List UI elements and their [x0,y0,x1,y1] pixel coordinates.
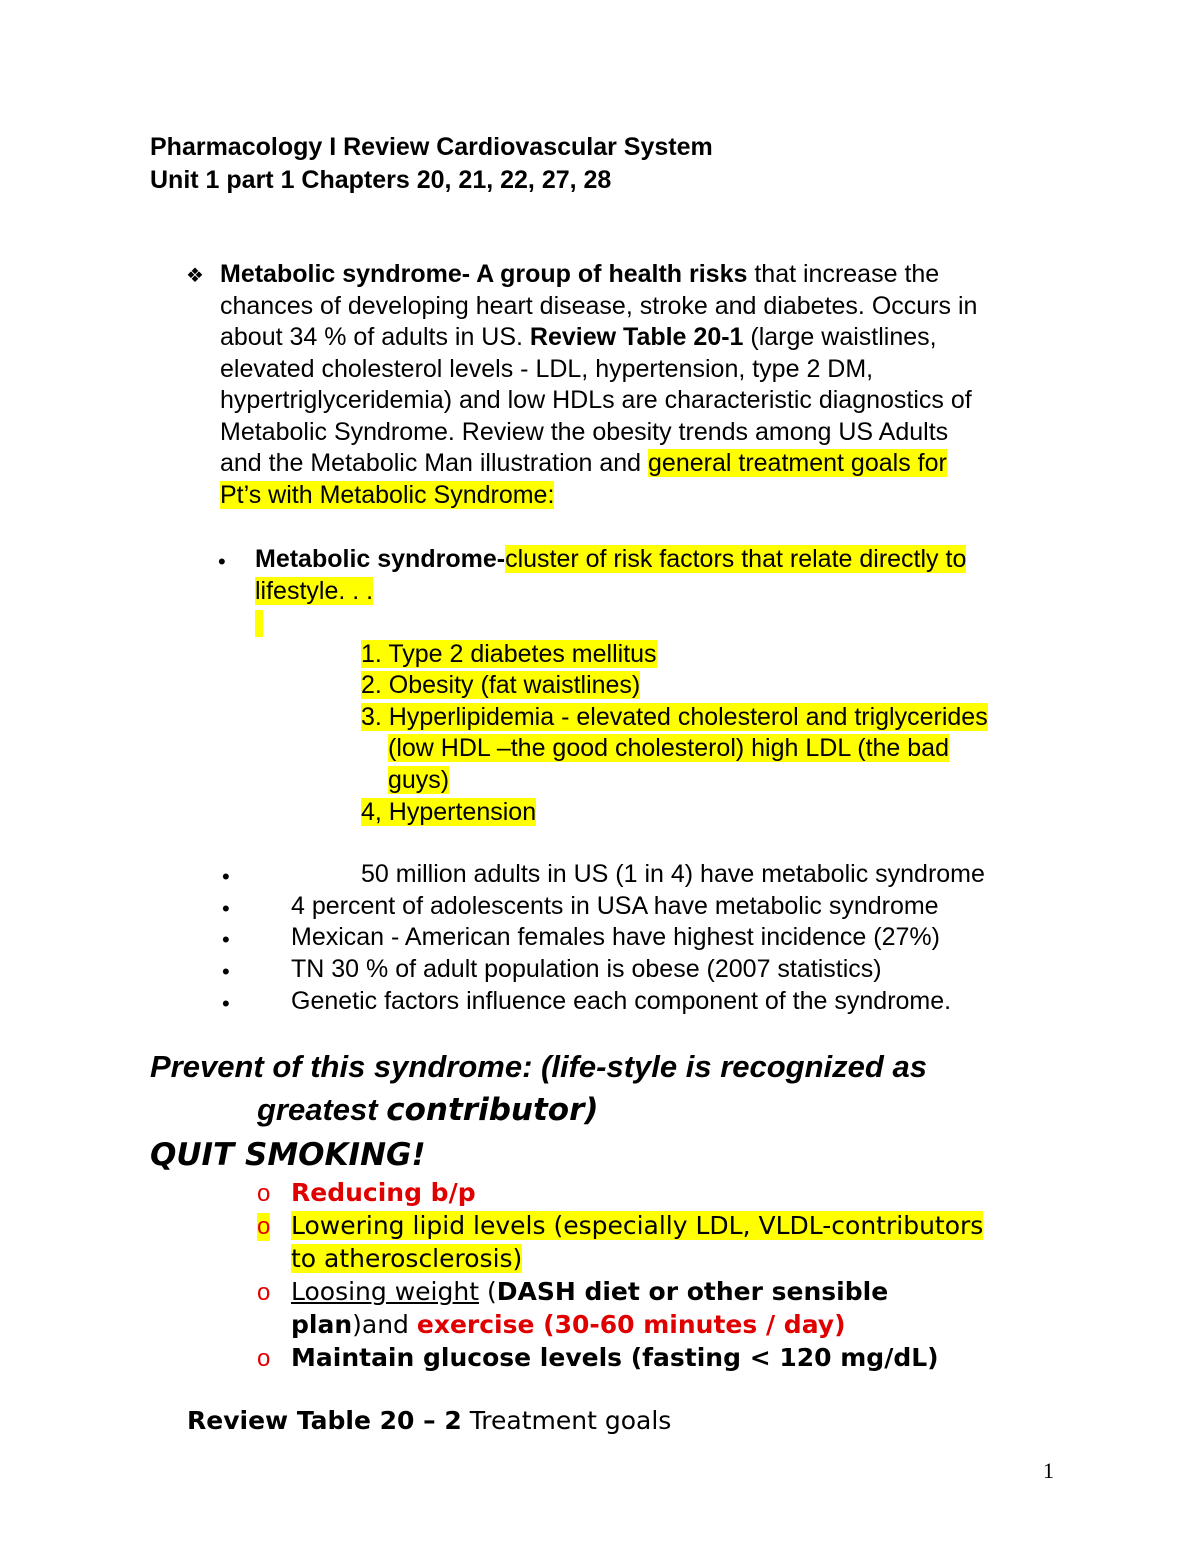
bullet-icon: • [218,549,226,574]
bullet-icon: • [222,896,230,921]
contributor-text: contributor) [386,1092,599,1128]
cluster-line-1 [255,544,966,576]
highlighted-text: lifestyle. . . [255,577,374,605]
intro-text: (large waistlines, [743,323,937,351]
quit-smoking-heading: QUIT SMOKING! [150,1137,426,1173]
prevent-heading: Prevent of this syndrome: (life-style is recognized as [150,1049,927,1084]
bullet-icon: • [222,927,230,952]
goal-glucose: Maintain glucose levels (fasting < 120 mg/dL) [291,1343,939,1372]
stat-item: 50 million adults in US (1 in 4) have metabolic syndrome [361,860,985,888]
intro-bold-lead: Metabolic syndrome- A group of health risks [220,260,748,288]
intro-text: about 34 % of adults in US. [220,323,530,351]
stat-item: Mexican - American females have highest incidence (27%) [291,923,940,951]
goal-losing-weight-line-2: plan)and exercise (30-60 minutes / day) [291,1310,846,1339]
intro-line-6: Metabolic Syndrome. Review the obesity trends among US Adults [220,417,949,446]
circle-bullet-icon: o [257,1213,271,1240]
document-subtitle: Unit 1 part 1 Chapters 20, 21, 22, 27, 28 [150,166,612,194]
intro-line-4: elevated cholesterol levels - LDL, hypertension, type 2 DM, [220,354,874,383]
stat-item: Genetic factors influence each component of the syndrome. [291,987,952,1015]
goal-reducing-bp: Reducing b/p [291,1178,476,1207]
cluster-line-2 [255,576,373,608]
circle-bullet-icon: o [257,1279,271,1306]
intro-line-8 [220,480,1100,512]
highlight-mark [255,610,263,637]
bullet-icon: • [222,991,230,1016]
bullet-icon: • [222,959,230,984]
bullet-icon: • [222,864,230,889]
risk-factor-item: 1. Type 2 diabetes mellitus [361,640,657,668]
risk-factor-item: 3. Hyperlipidemia - elevated cholesterol and triglycerides [361,703,988,731]
intro-text: that increase the [747,260,940,288]
goal-lowering-lipids-line-2: to atherosclerosis) [291,1244,523,1273]
risk-factor-item: 2. Obesity (fat waistlines) [361,671,641,699]
intro-paragraph [220,259,1100,511]
intro-line-7 [220,448,1100,480]
stat-item: 4 percent of adolescents in USA have metabolic syndrome [291,892,939,920]
highlighted-text: Pt’s with Metabolic Syndrome: [220,480,555,509]
goal-losing-weight: Loosing weight (DASH diet or other sensible [291,1277,889,1306]
exercise-text: exercise (30-60 minutes / day) [416,1310,846,1339]
stat-item: TN 30 % of adult population is obese (2007 statistics) [291,955,882,983]
highlighted-text: general treatment goals for [648,449,947,477]
document-title: Pharmacology I Review Cardiovascular System [150,133,713,161]
circle-bullet-icon: o [257,1345,271,1372]
page-number: 1 [1043,1458,1054,1483]
intro-text: and the Metabolic Man illustration and [220,449,649,477]
prevent-heading-line-2: greatest contributor) [257,1092,599,1128]
review-table-ref: Review Table 20-1 [529,323,744,351]
underlined-text: Loosing weight [291,1277,480,1306]
diamond-bullet-icon: ❖ [186,265,204,287]
review-table-line: Review Table 20 – 2 Treatment goals [187,1406,672,1435]
goal-lowering-lipids: Lowering lipid levels (especially LDL, VLDL-contributors [291,1211,984,1240]
intro-line-5: hypertriglyceridemia) and low HDLs are characteristic diagnostics of [220,386,972,414]
intro-line-3 [220,322,1100,354]
highlighted-text: cluster of risk factors that relate directly to [505,545,967,573]
risk-factor-item: guys) [388,766,450,794]
risk-factor-item: 4, Hypertension [361,798,537,826]
risk-factor-item: (low HDL –the good cholesterol) high LDL (the bad [388,734,949,762]
circle-bullet-icon: o [257,1180,271,1207]
intro-line-1 [220,259,1100,291]
intro-line-2: chances of developing heart disease, stroke and diabetes. Occurs in [220,291,978,320]
cluster-bold-lead: Metabolic syndrome- [255,545,506,573]
